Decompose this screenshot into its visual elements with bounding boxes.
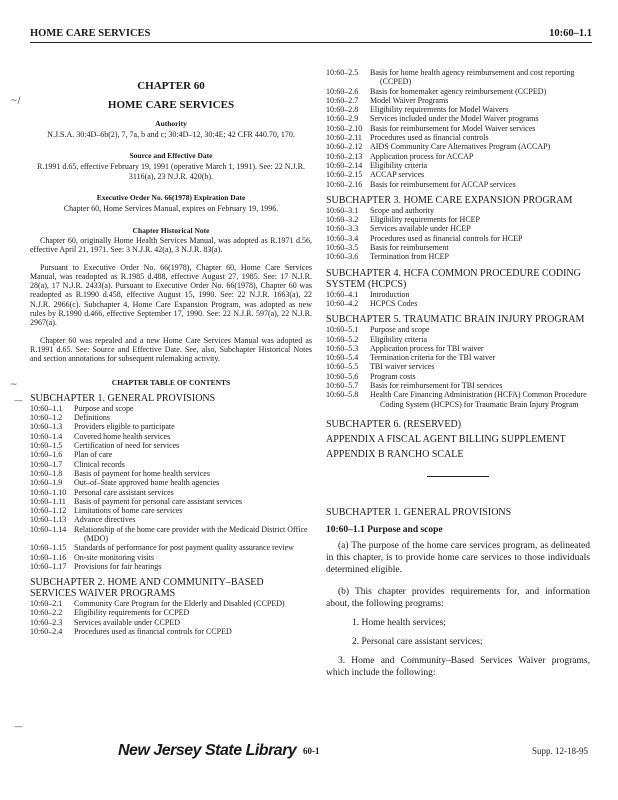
source-text: R.1991 d.65, effective February 19, 1991 (operative March 1, 1991). See: 22 N.J.R. 3116(a), 23 N.J.R. 420(b). [36, 162, 305, 181]
toc-entry-title: Procedures used as financial controls for CCPED [74, 627, 232, 637]
toc-entry-number: 10:60–5.7 [326, 381, 359, 391]
page-footer [0, 742, 618, 772]
toc-entry [326, 381, 590, 390]
toc-entry-title: ACCAP services [370, 170, 425, 180]
source-heading: Source and Effective Date [129, 151, 213, 161]
toc-entry-title: AIDS Community Care Alternatives Program (ACCAP) [370, 142, 551, 152]
subchapter-heading: SUBCHAPTER 6. (RESERVED) [326, 418, 462, 430]
toc-entry-number: 10:60–5.5 [326, 362, 359, 372]
toc-entry-number: 10:60–2.8 [326, 105, 359, 115]
toc-entry-title: Procedures used as financial controls [370, 133, 489, 143]
toc-entry [326, 87, 590, 96]
toc-entry [30, 543, 312, 552]
toc-entry [30, 469, 312, 478]
toc-entry-number: 10:60–3.6 [326, 252, 359, 262]
margin-mark: ~/ [10, 96, 21, 106]
toc-entry-title: Application process for ACCAP [370, 151, 474, 161]
historical-note-heading: Chapter Historical Note [132, 225, 210, 235]
toc-entry [326, 68, 590, 87]
toc-entry-title: Services available under CCPED [74, 617, 180, 627]
toc-entry [30, 525, 312, 544]
toc-entry [30, 562, 312, 571]
toc-entry-number: 10:60–2.6 [326, 86, 359, 96]
toc-entry-number: 10:60–1.10 [30, 487, 67, 497]
toc-entry-number: 10:60–1.5 [30, 441, 63, 451]
toc-entry-title: Advance directives [74, 515, 136, 525]
toc-entry-title: Services included under the Model Waiver programs [370, 114, 539, 124]
toc-entry-number: 10:60–1.6 [30, 450, 63, 460]
toc-entry [326, 299, 590, 308]
toc-entry-title: Basis for reimbursement for ACCAP services [370, 179, 516, 189]
toc-entry-number: 10:60–3.1 [326, 205, 359, 215]
toc-entry [326, 252, 590, 261]
toc-entry [326, 215, 590, 224]
toc-entry [30, 460, 312, 469]
toc-heading: CHAPTER TABLE OF CONTENTS [111, 377, 231, 387]
toc-entry-number: 10:60–1.8 [30, 468, 63, 478]
running-header [30, 26, 592, 43]
header-section-number: 10:60–1.1 [549, 28, 592, 39]
toc-entry-number: 10:60–1.14 [30, 524, 67, 534]
toc-entry [30, 488, 312, 497]
toc-entry [30, 413, 312, 422]
toc-entry [326, 206, 590, 215]
toc-entry [30, 618, 312, 627]
toc-entry [326, 335, 590, 344]
toc-entry [30, 608, 312, 617]
exec-order-heading: Executive Order No. 66(1978) Expiration Date [96, 193, 246, 203]
toc-entry-number: 10:60–1.11 [30, 496, 66, 506]
toc-entry-number: 10:60–2.13 [326, 151, 363, 161]
toc-entry-number: 10:60–2.2 [30, 608, 63, 618]
toc-list [30, 404, 312, 571]
toc-entry-title: Basis for reimbursement for TBI services [370, 381, 503, 391]
toc-entry [30, 497, 312, 506]
toc-entry [30, 515, 312, 524]
toc-entry-number: 10:60–2.9 [326, 114, 359, 124]
toc-entry-title: Community Care Program for the Elderly and Disabled (CCPED) [74, 599, 285, 609]
toc-entry [326, 353, 590, 362]
toc-entry-number: 10:60–1.7 [30, 459, 63, 469]
toc-entry-number: 10:60–2.4 [30, 627, 63, 637]
toc-entry-title: Basis of payment for home health services [74, 468, 210, 478]
toc-list [326, 290, 590, 309]
toc-entry [30, 450, 312, 459]
toc-entry-title: Providers eligible to participate [74, 422, 175, 432]
toc-entry-number: 10:60–1.17 [30, 561, 67, 571]
toc-entry-number: 10:60–5.3 [326, 343, 359, 353]
toc-entry-title: Introduction [370, 289, 410, 299]
toc-entry-number: 10:60–1.13 [30, 515, 67, 525]
toc-entry-title: Eligibility requirements for Model Waivers [370, 105, 509, 115]
toc-entry [326, 325, 590, 334]
toc-entry-title: TBI waiver services [370, 362, 435, 372]
toc-entry-number: 10:60–2.5 [326, 68, 359, 77]
toc-entry-title: Eligibility criteria [370, 334, 428, 344]
toc-entry [326, 170, 590, 179]
toc-entry-number: 10:60–5.4 [326, 353, 359, 363]
toc-entry-number: 10:60–1.1 [30, 403, 63, 413]
toc-entry [326, 362, 590, 371]
margin-mark: — [14, 396, 23, 406]
toc-list [326, 68, 590, 189]
toc-entry-number: 10:60–1.3 [30, 422, 63, 432]
toc-entry [326, 152, 590, 161]
toc-entry-number: 10:60–2.15 [326, 170, 363, 180]
body-subchapter-heading: SUBCHAPTER 1. GENERAL PROVISIONS [326, 506, 512, 518]
toc-entry-title: Eligibility criteria [370, 160, 428, 170]
section-heading: 10:60–1.1 Purpose and scope [326, 524, 443, 535]
toc-entry-title: HCPCS Codes [370, 298, 418, 308]
list-item: 2. Personal care assistant services; [352, 637, 483, 648]
appendix-b: APPENDIX B RANCHO SCALE [326, 448, 464, 460]
toc-entry [326, 114, 590, 123]
toc-entry-number: 10:60–1.12 [30, 506, 67, 516]
supplement-date: Supp. 12-18-95 [532, 746, 588, 756]
toc-entry-title: Certification of need for services [74, 441, 180, 451]
toc-entry [30, 506, 312, 515]
subchapter-heading: SUBCHAPTER 4. HCFA COMMON PROCEDURE CODING SYSTEM (HCPCS) [326, 267, 581, 290]
toc-entry [30, 627, 312, 636]
toc-list [326, 325, 590, 409]
historical-note-para: Pursuant to Executive Order No. 66(1978), Chapter 60, Home Care Services Manual, was readopted as R.1985 d.488, effective August 27, 1985. See: 17 N.J.R. 28(a), 17 N.J.R. 2433(a). Pursuant to Executive Order No. 66(1978), Chapter 60 was readopted as R.1990 d.458, effective August 15, 1990. See: 22 N.J.R. 1663(a), 22 N.J.R. 2966(c). Subchapter 4, Home Care Expansion Program, was adopted as new rules by R.1990 d.466, effective September 17, 1990. See: 22 N.J.R. 597(a), 22 N.J.R. 2967(a). [30, 262, 312, 328]
toc-entry-number: 10:60–3.4 [326, 233, 359, 243]
toc-entry [326, 234, 590, 243]
toc-entry [326, 224, 590, 233]
toc-entry-title: Scope and authority [370, 205, 434, 215]
toc-entry-title: Termination criteria for the TBI waiver [370, 353, 496, 363]
toc-entry-number: 10:60–2.1 [30, 599, 63, 609]
authority-heading: Authority [155, 118, 187, 128]
toc-entry-title: Limitations of home care services [74, 506, 183, 516]
subchapter-heading: SUBCHAPTER 1. GENERAL PROVISIONS [30, 392, 216, 404]
toc-entry-title: Program costs [370, 371, 416, 381]
toc-entry-title: Standards of performance for post payment quality assurance review [74, 543, 294, 553]
toc-entry-title: Out–of–State approved home health agencies [74, 478, 220, 488]
list-item: 3. Home and Community–Based Services Waiver programs, which include the following: [326, 656, 590, 679]
header-title: HOME CARE SERVICES [30, 28, 151, 39]
toc-entry-number: 10:60–2.12 [326, 142, 363, 152]
toc-entry-title: Purpose and scope [74, 403, 134, 413]
toc-entry-title: Personal care assistant services [74, 487, 174, 497]
toc-entry-title: Provisions for fair hearings [74, 561, 162, 571]
toc-entry-number: 10:60–2.7 [326, 95, 359, 105]
toc-entry-number: 10:60–2.11 [326, 133, 362, 143]
right-column [326, 68, 590, 679]
subchapter-heading: SUBCHAPTER 5. TRAUMATIC BRAIN INJURY PROGRAM [326, 314, 585, 326]
toc-entry [326, 124, 590, 133]
toc-entry [326, 96, 590, 105]
list-item: 1. Home health services; [352, 618, 446, 629]
toc-entry [326, 344, 590, 353]
toc-entry [326, 133, 590, 142]
authority-text: N.J.S.A. 30:4D–6b(2), 7, 7a, b and c; 30:4D–12, 30:4E; 42 CFR 440.70, 170. [47, 129, 295, 139]
margin-mark: — [14, 722, 23, 732]
toc-entry-title: Basis for reimbursement [370, 243, 449, 253]
toc-entry-number: 10:60–4.2 [326, 298, 359, 308]
toc-entry-number: 10:60–1.16 [30, 552, 67, 562]
toc-list [30, 599, 312, 636]
toc-entry [30, 422, 312, 431]
toc-entry-title: Basis for home health agency reimbursement and cost reporting (CCPED) [370, 68, 575, 87]
exec-order-text: Chapter 60, Home Services Manual, expires on February 19, 1996. [63, 204, 279, 214]
toc-entry [326, 161, 590, 170]
toc-entry-title: Covered home health services [74, 431, 171, 441]
toc-entry-number: 10:60–2.14 [326, 160, 363, 170]
toc-entry [30, 441, 312, 450]
toc-entry-number: 10:60–2.16 [326, 179, 363, 189]
toc-entry-title: Procedures used as financial controls for HCEP [370, 233, 523, 243]
toc-entry-title: Application process for TBI waiver [370, 343, 484, 353]
toc-entry-title: Plan of care [74, 450, 113, 460]
toc-entry-title: Purpose and scope [370, 325, 430, 335]
page-number: 60-1 [303, 746, 320, 756]
toc-entry-title: On-site monitoring visits [74, 552, 154, 562]
historical-note-para: Chapter 60, originally Home Health Services Manual, was adopted as R.1971 d.56, effective April 21, 1971. See: 3 N.J.R. 42(a), 3 N.J.R. 83(a). [30, 235, 312, 255]
toc-entry [326, 372, 590, 381]
toc-entry-title: Definitions [74, 413, 110, 423]
toc-list [326, 206, 590, 262]
toc-entry-title: Clinical records [74, 459, 125, 469]
subchapter-heading: SUBCHAPTER 2. HOME AND COMMUNITY–BASED SERVICES WAIVER PROGRAMS [30, 577, 264, 600]
toc-entry-number: 10:60–2.10 [326, 123, 363, 133]
toc-entry [326, 142, 590, 151]
toc-entry-number: 10:60–5.8 [326, 390, 359, 400]
toc-entry [30, 599, 312, 608]
margin-mark: ~ [10, 380, 18, 390]
toc-entry-title: Termination from HCEP [370, 252, 449, 262]
toc-entry-number: 10:60–4.1 [326, 289, 359, 299]
toc-entry [326, 180, 590, 189]
subchapter-heading: SUBCHAPTER 3. HOME CARE EXPANSION PROGRAM [326, 194, 573, 206]
toc-entry-title: Relationship of the home care provider with the Medicaid District Office (MDO) [74, 524, 308, 543]
toc-entry-title: Basis for reimbursement for Model Waiver services [370, 123, 536, 133]
toc-entry-number: 10:60–3.5 [326, 243, 359, 253]
historical-note-para: Chapter 60 was repealed and a new Home Care Services Manual was adopted as R.1991 d.65. See: Source and Effective Date. See, also, Subchapter Historical Notes and section annotations for subsequent rulemaking activity. [30, 335, 312, 364]
toc-entry-number: 10:60–5.6 [326, 371, 359, 381]
toc-entry-number: 10:60–3.3 [326, 224, 359, 234]
toc-entry-title: Eligibility requirements for HCEP [370, 215, 480, 225]
chapter-number: CHAPTER 60 [137, 80, 205, 92]
toc-entry [326, 390, 590, 409]
toc-entry-title: Basis for homemaker agency reimbursement (CCPED) [370, 86, 547, 96]
toc-entry-number: 10:60–1.4 [30, 431, 63, 441]
toc-entry [30, 404, 312, 413]
toc-entry [30, 553, 312, 562]
toc-entry-number: 10:60–5.2 [326, 334, 359, 344]
toc-entry-title: Model Waiver Programs [370, 95, 449, 105]
toc-entry-number: 10:60–1.9 [30, 478, 63, 488]
toc-entry [326, 243, 590, 252]
appendix-a: APPENDIX A FISCAL AGENT BILLING SUPPLEMENT [326, 433, 566, 445]
toc-entry-number: 10:60–3.2 [326, 215, 359, 225]
toc-entry-title: Services available under HCEP [370, 224, 471, 234]
left-column [30, 74, 312, 636]
toc-entry-title: Health Care Financing Administration (HCFA) Common Procedure Coding System (HCPCS) for Traumatic Brain Injury Program [370, 390, 587, 409]
toc-entry [326, 290, 590, 299]
toc-entry [326, 105, 590, 114]
toc-entry [30, 478, 312, 487]
toc-entry-number: 10:60–1.15 [30, 543, 67, 553]
library-stamp: New Jersey State Library [118, 742, 297, 759]
body-paragraph: (b) This chapter provides requirements for, and information about, the following programs: [326, 587, 590, 610]
toc-entry-number: 10:60–1.2 [30, 413, 63, 423]
section-divider [427, 476, 489, 477]
toc-entry-number: 10:60–5.1 [326, 325, 359, 335]
toc-entry-number: 10:60–2.3 [30, 617, 63, 627]
toc-entry-title: Basis of payment for personal care assistant services [74, 496, 243, 506]
chapter-title: HOME CARE SERVICES [107, 99, 235, 112]
toc-entry-title: Eligibility requirements for CCPED [74, 608, 190, 618]
toc-entry [30, 432, 312, 441]
body-paragraph: (a) The purpose of the home care services program, as delineated in this chapter, is to provide home care services to those individuals determined eligible. [326, 541, 590, 576]
